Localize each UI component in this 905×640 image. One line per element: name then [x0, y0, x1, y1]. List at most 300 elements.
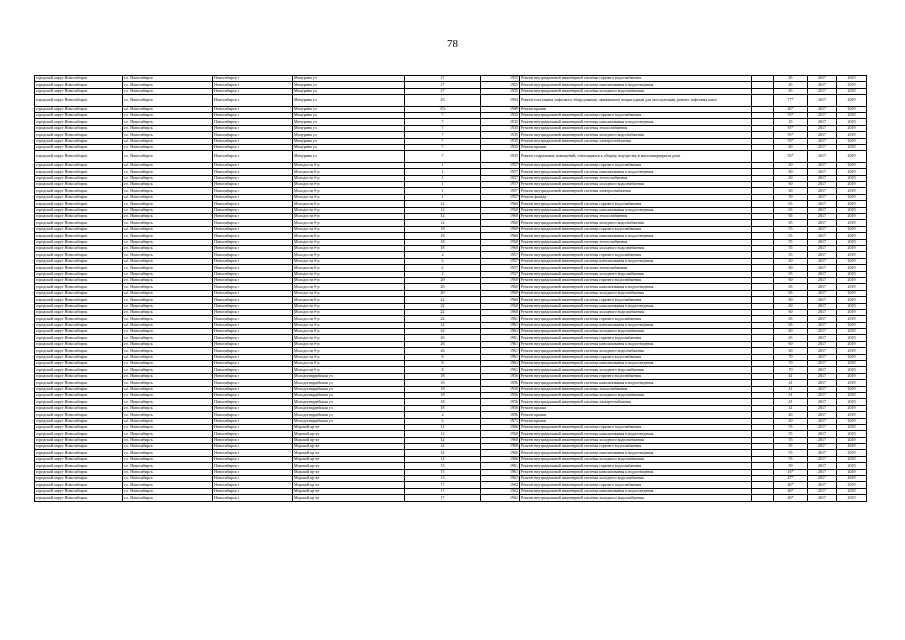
cell-go: г.о. Новосибирск: [123, 341, 213, 347]
cell-wear: 55*: [774, 138, 808, 144]
cell-year-end: 2019: [837, 162, 867, 168]
table-row: [35, 151, 867, 163]
cell-year-start: 2017: [808, 214, 837, 220]
cell-built-year: 1956: [481, 392, 520, 398]
cell-street: Морской пр-кт: [293, 424, 405, 430]
cell-built-year: 1961: [481, 335, 520, 341]
cell-settlement: Новосибирск г: [213, 214, 293, 220]
cell-work-type: Ремонт внутридомовой инженерной системы канализования и водоотведения: [520, 469, 752, 475]
cell-work-type: Ремонт крыши: [520, 418, 752, 424]
cell-go: г.о. Новосибирск: [123, 456, 213, 462]
cell-built-year: 1960: [481, 239, 520, 245]
cell-wear: 65: [774, 214, 808, 220]
cell-built-year: 1960: [481, 303, 520, 309]
cell-work-type: Ремонт или замена лифтового оборудования, признанного непригодным для эксплуатации, ремонт лифтовых шахт: [520, 95, 752, 107]
cell-year-start: 2017: [808, 424, 837, 430]
cell-built-year: 1957: [481, 175, 520, 181]
cell-street: Молодогвардейская ул: [293, 386, 405, 392]
cell-go: г.о. Новосибирск: [123, 151, 213, 163]
cell-okrug: городской округ Новосибирск: [35, 469, 123, 475]
cell-okrug: городской округ Новосибирск: [35, 444, 123, 450]
cell-street: Молодогвардейская ул: [293, 392, 405, 398]
cell-house: 7: [405, 151, 481, 163]
cell-year-end: 2019: [837, 207, 867, 213]
cell-street: Мичурина ул: [293, 82, 405, 88]
cell-go: г.о. Новосибирск: [123, 175, 213, 181]
cell-built-year: 1961: [481, 463, 520, 469]
cell-go: г.о. Новосибирск: [123, 361, 213, 367]
cell-house: 20: [405, 290, 481, 296]
cell-settlement: Новосибирск г: [213, 456, 293, 462]
cell-year-start: 2017: [808, 329, 837, 335]
cell-work-type: Ремонт внутридомовой инженерной системы холодного водоснабжения: [520, 495, 752, 501]
cell-go: г.о. Новосибирск: [123, 106, 213, 112]
cell-built-year: 1960: [481, 277, 520, 283]
cell-year-end: 2019: [837, 290, 867, 296]
cell-year-start: 2017: [808, 194, 837, 200]
cell-settlement: Новосибирск г: [213, 138, 293, 144]
cell-street: Мичурина ул: [293, 119, 405, 125]
cell-built-year: 1960: [481, 456, 520, 462]
cell-built-year: 1957: [481, 162, 520, 168]
cell-year-start: 2017: [808, 463, 837, 469]
cell-built-year: 1960: [481, 284, 520, 290]
cell-work-type: Ремонт внутридомовой инженерной системы теплоснабжения: [520, 239, 752, 245]
cell-wear: 60: [774, 329, 808, 335]
cell-go: г.о. Новосибирск: [123, 450, 213, 456]
cell-okrug: городской округ Новосибирск: [35, 145, 123, 151]
cell-wear: 55*: [774, 132, 808, 138]
cell-go: г.о. Новосибирск: [123, 476, 213, 482]
cell-okrug: городской округ Новосибирск: [35, 354, 123, 360]
cell-go: г.о. Новосибирск: [123, 214, 213, 220]
cell-go: г.о. Новосибирск: [123, 437, 213, 443]
cell-year-end: 2019: [837, 175, 867, 181]
cell-house: 18: [405, 239, 481, 245]
cell-settlement: Новосибирск г: [213, 386, 293, 392]
cell-year-end: 2019: [837, 399, 867, 405]
cell-go: г.о. Новосибирск: [123, 82, 213, 88]
cell-go: г.о. Новосибирск: [123, 132, 213, 138]
cell-house: 2: [405, 412, 481, 418]
cell-year-start: 2017: [808, 169, 837, 175]
cell-work-type: Ремонт внутридомовой инженерной системы холодного водоснабжения: [520, 245, 752, 251]
cell-house: 22: [405, 303, 481, 309]
cell-wear: 65: [774, 220, 808, 226]
cell-year-start: 2017: [808, 132, 837, 138]
cell-year-end: 2019: [837, 386, 867, 392]
cell-work-type: Ремонт внутридомовой инженерной системы горячего водоснабжения: [520, 424, 752, 430]
cell-year-end: 2019: [837, 214, 867, 220]
cell-street: Молодогвардейская ул: [293, 418, 405, 424]
cell-built-year: 1935: [481, 132, 520, 138]
cell-work-type: Ремонт внутридомовой инженерной системы горячего водоснабжения: [520, 226, 752, 232]
cell-settlement: Новосибирск г: [213, 469, 293, 475]
cell-wear: 55*: [774, 113, 808, 119]
cell-go: г.о. Новосибирск: [123, 373, 213, 379]
cell-built-year: 1955: [481, 76, 520, 82]
cell-okrug: городской округ Новосибирск: [35, 113, 123, 119]
cell-year-end: 2019: [837, 469, 867, 475]
cell-settlement: Новосибирск г: [213, 290, 293, 296]
cell-wear: 55: [774, 226, 808, 232]
cell-year-end: 2019: [837, 297, 867, 303]
cell-wear: 60: [774, 297, 808, 303]
cell-okrug: городской округ Новосибирск: [35, 182, 123, 188]
cell-work-type: Ремонт внутридомовой инженерной системы горячего водоснабжения: [520, 76, 752, 82]
cell-okrug: городской округ Новосибирск: [35, 252, 123, 258]
cell-house: 22: [405, 309, 481, 315]
cell-year-end: 2019: [837, 380, 867, 386]
cell-year-end: 2019: [837, 132, 867, 138]
cell-go: г.о. Новосибирск: [123, 125, 213, 131]
cell-year-end: 2019: [837, 444, 867, 450]
cell-wear: 50: [774, 463, 808, 469]
cell-house: 12: [405, 424, 481, 430]
cell-street: Морской пр-кт: [293, 476, 405, 482]
cell-okrug: городской округ Новосибирск: [35, 233, 123, 239]
cell-okrug: городской округ Новосибирск: [35, 271, 123, 277]
cell-work-type: Ремонт внутридомовой инженерной системы холодного водоснабжения: [520, 309, 752, 315]
cell-wear: 41: [774, 392, 808, 398]
cell-year-start: 2017: [808, 297, 837, 303]
cell-settlement: Новосибирск г: [213, 226, 293, 232]
cell-settlement: Новосибирск г: [213, 335, 293, 341]
cell-wear: 55: [774, 444, 808, 450]
cell-wear: 60: [774, 277, 808, 283]
cell-house: 15: [405, 476, 481, 482]
cell-okrug: городской округ Новосибирск: [35, 373, 123, 379]
cell-year-end: 2019: [837, 182, 867, 188]
cell-street: Морской пр-кт: [293, 444, 405, 450]
cell-year-start: 2017: [808, 239, 837, 245]
cell-year-end: 2019: [837, 348, 867, 354]
cell-year-start: 2017: [808, 265, 837, 271]
cell-street: Молодости б-р: [293, 226, 405, 232]
cell-go: г.о. Новосибирск: [123, 463, 213, 469]
register-table: [34, 75, 867, 502]
cell-built-year: 1956: [481, 380, 520, 386]
cell-year-end: 2019: [837, 277, 867, 283]
cell-wear: 40: [774, 412, 808, 418]
cell-go: г.о. Новосибирск: [123, 194, 213, 200]
cell-house: 12: [405, 437, 481, 443]
cell-settlement: Новосибирск г: [213, 106, 293, 112]
cell-wear: 65: [774, 201, 808, 207]
cell-okrug: городской округ Новосибирск: [35, 220, 123, 226]
cell-go: г.о. Новосибирск: [123, 188, 213, 194]
cell-work-type: Ремонт внутридомовой инженерной системы теплоснабжения: [520, 265, 752, 271]
cell-wear: 60: [774, 309, 808, 315]
cell-street: Мичурина ул: [293, 106, 405, 112]
cell-street: Морской пр-кт: [293, 431, 405, 437]
cell-street: Мичурина ул: [293, 138, 405, 144]
cell-house: 7: [405, 145, 481, 151]
cell-house: 15: [405, 469, 481, 475]
cell-street: Молодости б-р: [293, 348, 405, 354]
cell-work-type: Ремонт внутридомовой инженерной системы канализования и водоотведения: [520, 207, 752, 213]
cell-work-type: Ремонт внутридомовой инженерной системы теплоснабжения: [520, 175, 752, 181]
cell-settlement: Новосибирск г: [213, 113, 293, 119]
cell-street: Морской пр-кт: [293, 456, 405, 462]
cell-settlement: Новосибирск г: [213, 220, 293, 226]
cell-built-year: 1935: [481, 138, 520, 144]
cell-wear: 55: [774, 431, 808, 437]
cell-okrug: городской округ Новосибирск: [35, 201, 123, 207]
cell-okrug: городской округ Новосибирск: [35, 194, 123, 200]
cell-settlement: Новосибирск г: [213, 399, 293, 405]
cell-settlement: Новосибирск г: [213, 245, 293, 251]
cell-house: 26: [405, 335, 481, 341]
cell-built-year: 1961: [481, 316, 520, 322]
cell-house: 17: [405, 488, 481, 494]
cell-work-type: Ремонт внутридомовой инженерной системы холодного водоснабжения: [520, 367, 752, 373]
cell-work-type: Ремонт крыши: [520, 412, 752, 418]
cell-year-end: 2019: [837, 106, 867, 112]
cell-okrug: городской округ Новосибирск: [35, 132, 123, 138]
cell-okrug: городской округ Новосибирск: [35, 245, 123, 251]
cell-house: 7: [405, 138, 481, 144]
page-number: 78: [447, 38, 458, 50]
cell-house: 27: [405, 88, 481, 94]
cell-built-year: 1960: [481, 220, 520, 226]
cell-house: 2: [405, 252, 481, 258]
cell-year-end: 2019: [837, 341, 867, 347]
cell-year-start: 2017: [808, 335, 837, 341]
cell-built-year: 1961: [481, 341, 520, 347]
cell-year-start: 2017: [808, 418, 837, 424]
cell-okrug: городской округ Новосибирск: [35, 277, 123, 283]
cell-work-type: Ремонт внутридомовой инженерной системы теплоснабжения: [520, 386, 752, 392]
cell-wear: 65: [774, 316, 808, 322]
cell-settlement: Новосибирск г: [213, 201, 293, 207]
cell-wear: 46*: [774, 495, 808, 501]
cell-work-type: Ремонт крыши: [520, 405, 752, 411]
cell-built-year: 1960: [481, 450, 520, 456]
cell-settlement: Новосибирск г: [213, 258, 293, 264]
cell-built-year: 1960: [481, 444, 520, 450]
cell-go: г.о. Новосибирск: [123, 297, 213, 303]
cell-built-year: 1956: [481, 373, 520, 379]
cell-house: 12: [405, 220, 481, 226]
cell-year-end: 2019: [837, 88, 867, 94]
cell-okrug: городской округ Новосибирск: [35, 341, 123, 347]
cell-wear: 65: [774, 335, 808, 341]
cell-house: 18: [405, 405, 481, 411]
cell-year-end: 2019: [837, 373, 867, 379]
cell-street: Морской пр-кт: [293, 488, 405, 494]
cell-house: 15: [405, 463, 481, 469]
cell-okrug: городской округ Новосибирск: [35, 488, 123, 494]
cell-okrug: городской округ Новосибирск: [35, 239, 123, 245]
cell-built-year: 1961: [481, 361, 520, 367]
cell-settlement: Новосибирск г: [213, 151, 293, 163]
cell-work-type: Ремонт внутридомовой инженерной системы канализования и водоотведения: [520, 303, 752, 309]
cell-street: Молодости б-р: [293, 316, 405, 322]
cell-work-type: Ремонт крыши: [520, 145, 752, 151]
cell-go: г.о. Новосибирск: [123, 316, 213, 322]
cell-okrug: городской округ Новосибирск: [35, 207, 123, 213]
cell-settlement: Новосибирск г: [213, 361, 293, 367]
cell-okrug: городской округ Новосибирск: [35, 367, 123, 373]
cell-street: Молодости б-р: [293, 265, 405, 271]
cell-built-year: 1960: [481, 245, 520, 251]
cell-year-end: 2019: [837, 95, 867, 107]
cell-built-year: 1960: [481, 207, 520, 213]
cell-house: 14: [405, 450, 481, 456]
cell-built-year: 1962: [481, 495, 520, 501]
cell-house: 1: [405, 188, 481, 194]
cell-house: 37а: [405, 106, 481, 112]
cell-wear: 55: [774, 239, 808, 245]
cell-street: Молодости б-р: [293, 201, 405, 207]
cell-year-start: 2017: [808, 386, 837, 392]
cell-okrug: городской округ Новосибирск: [35, 418, 123, 424]
cell-year-start: 2017: [808, 367, 837, 373]
cell-go: г.о. Новосибирск: [123, 95, 213, 107]
cell-settlement: Новосибирск г: [213, 303, 293, 309]
cell-street: Мичурина ул: [293, 151, 405, 163]
cell-work-type: Ремонт внутридомовой инженерной системы канализования и водоотведения: [520, 450, 752, 456]
cell-okrug: городской округ Новосибирск: [35, 482, 123, 488]
cell-wear: 70: [774, 361, 808, 367]
cell-go: г.о. Новосибирск: [123, 488, 213, 494]
cell-work-type: Ремонт крыши: [520, 106, 752, 112]
cell-house: 18: [405, 380, 481, 386]
cell-work-type: Ремонт внутридомовой инженерной системы горячего водоснабжения: [520, 113, 752, 119]
cell-street: Молодости б-р: [293, 290, 405, 296]
cell-year-start: 2017: [808, 322, 837, 328]
cell-okrug: городской округ Новосибирск: [35, 151, 123, 163]
cell-street: Молодости б-р: [293, 258, 405, 264]
cell-go: г.о. Новосибирск: [123, 482, 213, 488]
cell-go: г.о. Новосибирск: [123, 119, 213, 125]
cell-house: 14: [405, 456, 481, 462]
cell-year-end: 2019: [837, 201, 867, 207]
cell-okrug: городской округ Новосибирск: [35, 88, 123, 94]
cell-house: 7: [405, 132, 481, 138]
cell-wear: 45: [774, 76, 808, 82]
cell-house: 26: [405, 348, 481, 354]
cell-year-end: 2019: [837, 482, 867, 488]
cell-go: г.о. Новосибирск: [123, 277, 213, 283]
cell-year-start: 2017: [808, 412, 837, 418]
cell-year-end: 2019: [837, 450, 867, 456]
cell-year-start: 2017: [808, 361, 837, 367]
cell-year-start: 2017: [808, 252, 837, 258]
cell-year-end: 2019: [837, 424, 867, 430]
cell-house: 2: [405, 418, 481, 424]
cell-built-year: 1961: [481, 476, 520, 482]
cell-okrug: городской округ Новосибирск: [35, 226, 123, 232]
cell-house: 7: [405, 113, 481, 119]
cell-year-start: 2017: [808, 277, 837, 283]
cell-wear: 60: [774, 348, 808, 354]
cell-okrug: городской округ Новосибирск: [35, 399, 123, 405]
cell-street: Молодости б-р: [293, 297, 405, 303]
cell-okrug: городской округ Новосибирск: [35, 309, 123, 315]
cell-okrug: городской округ Новосибирск: [35, 95, 123, 107]
cell-year-end: 2019: [837, 303, 867, 309]
cell-street: Молодости б-р: [293, 220, 405, 226]
cell-okrug: городской округ Новосибирск: [35, 265, 123, 271]
cell-house: 1: [405, 194, 481, 200]
cell-street: Молодости б-р: [293, 361, 405, 367]
cell-okrug: городской округ Новосибирск: [35, 125, 123, 131]
cell-go: г.о. Новосибирск: [123, 245, 213, 251]
cell-street: Молодости б-р: [293, 354, 405, 360]
cell-year-end: 2019: [837, 113, 867, 119]
cell-built-year: 1955: [481, 82, 520, 88]
cell-work-type: Ремонт внутридомовой инженерной системы горячего водоснабжения: [520, 373, 752, 379]
cell-year-start: 2017: [808, 341, 837, 347]
cell-street: Молодости б-р: [293, 182, 405, 188]
cell-street: Мичурина ул: [293, 132, 405, 138]
cell-work-type: Ремонт внутридомовой инженерной системы электроснабжения: [520, 188, 752, 194]
cell-settlement: Новосибирск г: [213, 182, 293, 188]
cell-settlement: Новосибирск г: [213, 88, 293, 94]
cell-wear: 55*: [774, 151, 808, 163]
cell-wear: 70: [774, 367, 808, 373]
cell-work-type: Ремонт внутридомовой инженерной системы горячего водоснабжения: [520, 463, 752, 469]
cell-year-end: 2019: [837, 188, 867, 194]
cell-settlement: Новосибирск г: [213, 309, 293, 315]
cell-year-start: 2017: [808, 392, 837, 398]
cell-go: г.о. Новосибирск: [123, 386, 213, 392]
cell-settlement: Новосибирск г: [213, 277, 293, 283]
cell-street: Морской пр-кт: [293, 482, 405, 488]
cell-okrug: городской округ Новосибирск: [35, 412, 123, 418]
cell-okrug: городской округ Новосибирск: [35, 392, 123, 398]
cell-year-end: 2019: [837, 392, 867, 398]
cell-work-type: Ремонт внутридомовой инженерной системы холодного водоснабжения: [520, 392, 752, 398]
cell-go: г.о. Новосибирск: [123, 431, 213, 437]
cell-settlement: Новосибирск г: [213, 297, 293, 303]
cell-okrug: городской округ Новосибирск: [35, 82, 123, 88]
cell-okrug: городской округ Новосибирск: [35, 335, 123, 341]
cell-go: г.о. Новосибирск: [123, 207, 213, 213]
cell-okrug: городской округ Новосибирск: [35, 386, 123, 392]
cell-wear: 60: [774, 258, 808, 264]
cell-go: г.о. Новосибирск: [123, 239, 213, 245]
cell-work-type: Ремонт внутридомовой инженерной системы холодного водоснабжения: [520, 220, 752, 226]
cell-built-year: 1956: [481, 399, 520, 405]
cell-street: Мичурина ул: [293, 113, 405, 119]
cell-street: Молодости б-р: [293, 335, 405, 341]
cell-street: Молодости б-р: [293, 271, 405, 277]
cell-work-type: Ремонт внутридомовой инженерной системы холодного водоснабжения: [520, 348, 752, 354]
cell-okrug: городской округ Новосибирск: [35, 456, 123, 462]
cell-street: Молодогвардейская ул: [293, 399, 405, 405]
cell-settlement: Новосибирск г: [213, 488, 293, 494]
cell-settlement: Новосибирск г: [213, 373, 293, 379]
cell-okrug: городской округ Новосибирск: [35, 316, 123, 322]
cell-year-end: 2019: [837, 169, 867, 175]
cell-wear: 65: [774, 284, 808, 290]
cell-street: Молодости б-р: [293, 284, 405, 290]
cell-wear: 60: [774, 265, 808, 271]
cell-built-year: 1957: [481, 169, 520, 175]
cell-wear: 65: [774, 290, 808, 296]
cell-street: Молодости б-р: [293, 367, 405, 373]
cell-built-year: 1957: [481, 188, 520, 194]
cell-wear: 60: [774, 169, 808, 175]
cell-wear: 45: [774, 82, 808, 88]
cell-year-start: 2017: [808, 284, 837, 290]
cell-go: г.о. Новосибирск: [123, 252, 213, 258]
cell-year-start: 2017: [808, 431, 837, 437]
cell-work-type: Ремонт внутридомовой инженерной системы горячего водоснабжения: [520, 297, 752, 303]
